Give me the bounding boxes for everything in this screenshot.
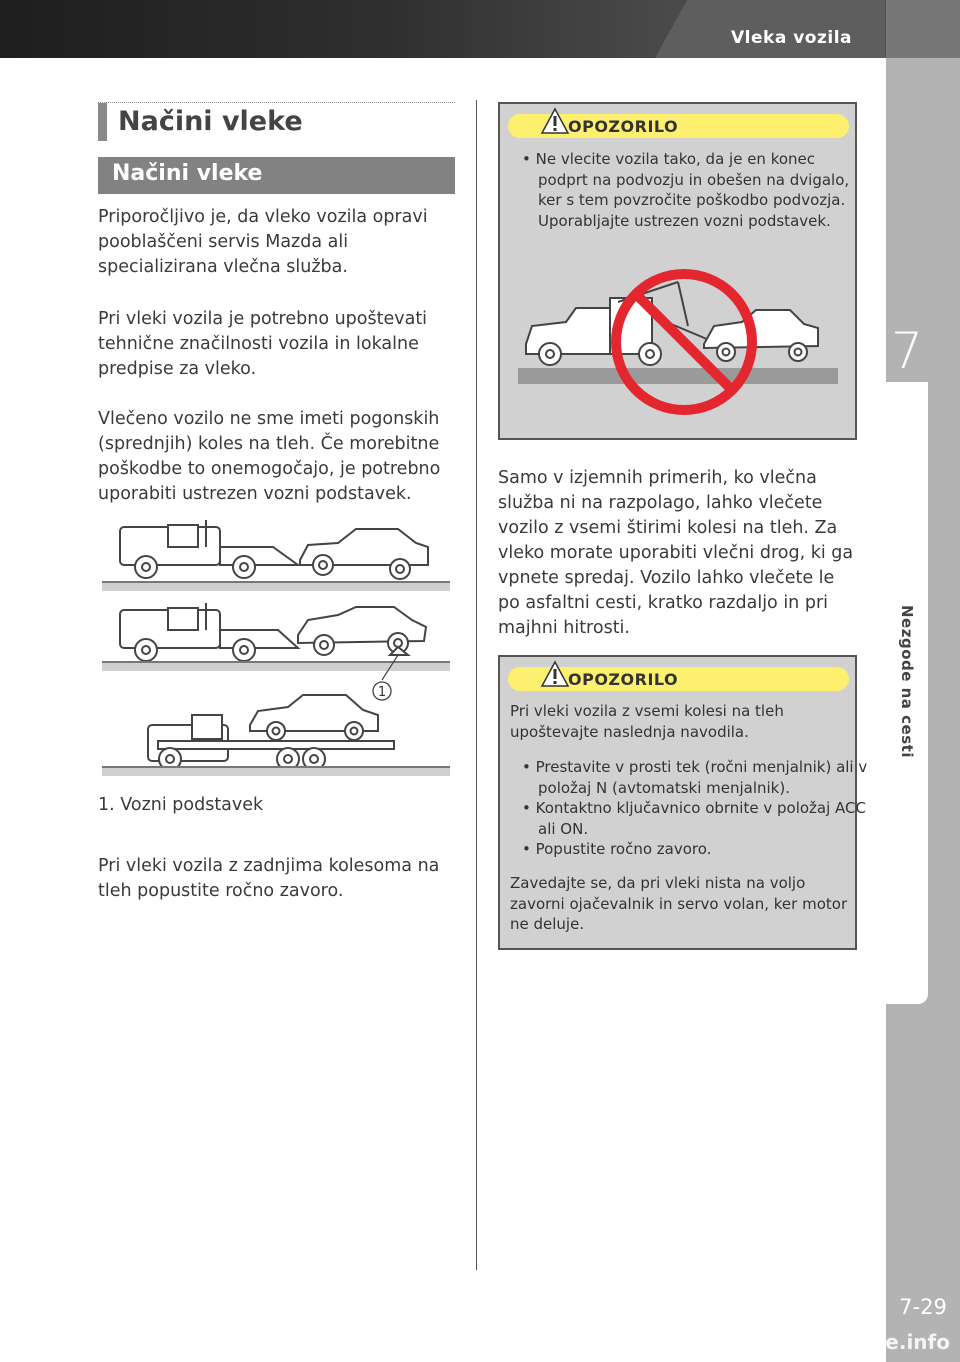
warning-2-outro: Zavedajte se, da pri vleki nista na voljo zavorni ojačevalnik in servo volan, ker motor ne deluje.: [510, 874, 848, 933]
sidebar-top: [886, 0, 960, 58]
figure-caption: 1. Vozni podstavek: [98, 795, 264, 815]
paragraph-1: Priporočljivo je, da vleko vozila opravi pooblaščeni servis Mazda ali specializirana vlečna služba.: [98, 207, 428, 277]
warning-label-1: OPOZORILO: [568, 117, 679, 136]
warning-box-1: [498, 102, 857, 440]
paragraph-2: Pri vleki vozila je potrebno upoštevati tehnične značilnosti vozila in lokalne predpise za vleko.: [98, 309, 428, 379]
warning-header-2: [508, 667, 849, 691]
prohibited-tow-illustration: [518, 264, 838, 424]
callout-1: 1: [377, 685, 387, 700]
heading-accent: [98, 103, 107, 141]
watermark: carmanualsonline.info: [699, 1330, 950, 1354]
warning-header-1: [508, 114, 849, 138]
page-number: 7-29: [899, 1295, 947, 1319]
towed-car-2: [298, 607, 426, 655]
paragraph-3: Vlečeno vozilo ne sme imeti pogonskih (sprednjih) koles na tleh. Če morebitne poškodbe to onemogočajo, je potrebno uporabiti ustrezen vozni podstavek.: [98, 409, 441, 504]
column-divider: [476, 100, 477, 1270]
tow-truck-dolly: [120, 603, 298, 661]
paragraph-4: Pri vleki vozila z zadnjima kolesoma na tleh popustite ročno zavoro.: [98, 856, 440, 901]
warning-2-bullet-1: • Prestavite v prosti tek (ročni menjalnik) ali v položaj N (avtomatski menjalnik).: [522, 758, 868, 797]
chapter-number: 7: [891, 322, 923, 380]
warning-2-intro: Pri vleki vozila z vsemi kolesi na tleh upoštevajte naslednja navodila.: [510, 702, 784, 741]
warning-1-bullet: • Ne vlecite vozila tako, da je en konec podprt na podvozju in obešen na dvigalo, ker s tem povzročite poškodbo podvozja. Uporabljajte ustrezen vozni podstavek.: [522, 150, 850, 230]
subheading: Načini vleke: [112, 161, 263, 186]
tow-truck-wheel-lift: [120, 520, 298, 578]
warning-triangle-icon: [540, 107, 570, 135]
heading-rule: [98, 102, 455, 103]
warning-2-bullet-3: • Popustite ročno zavoro.: [522, 840, 712, 858]
section-title: Vleka vozila: [731, 28, 852, 48]
warning-label-2: OPOZORILO: [568, 670, 679, 689]
warning-triangle-icon: [540, 660, 570, 688]
towed-car-1: [300, 529, 428, 579]
subheading-bar: [98, 157, 455, 194]
warning-2-bullet-2: • Kontaktno ključavnico obrnite v položaj ACC ali ON.: [522, 799, 866, 838]
towing-methods-illustration: [98, 515, 454, 780]
right-paragraph: Samo v izjemnih primerih, ko vlečna služba ni na razpolago, lahko vlečete vozilo z vsemi štirimi kolesi na tleh. Za vleko morate uporabiti vlečni drog, ki ga vpnete spredaj. Vozilo lahko vlečete le po asfaltni cesti, kratko razdaljo in pri majhni hitrosti.: [498, 468, 854, 638]
chapter-title: Nezgode na cesti: [898, 605, 916, 758]
page-title: Načini vleke: [118, 106, 303, 137]
car-on-flatbed: [250, 695, 378, 740]
warning-box-2: [498, 655, 868, 950]
